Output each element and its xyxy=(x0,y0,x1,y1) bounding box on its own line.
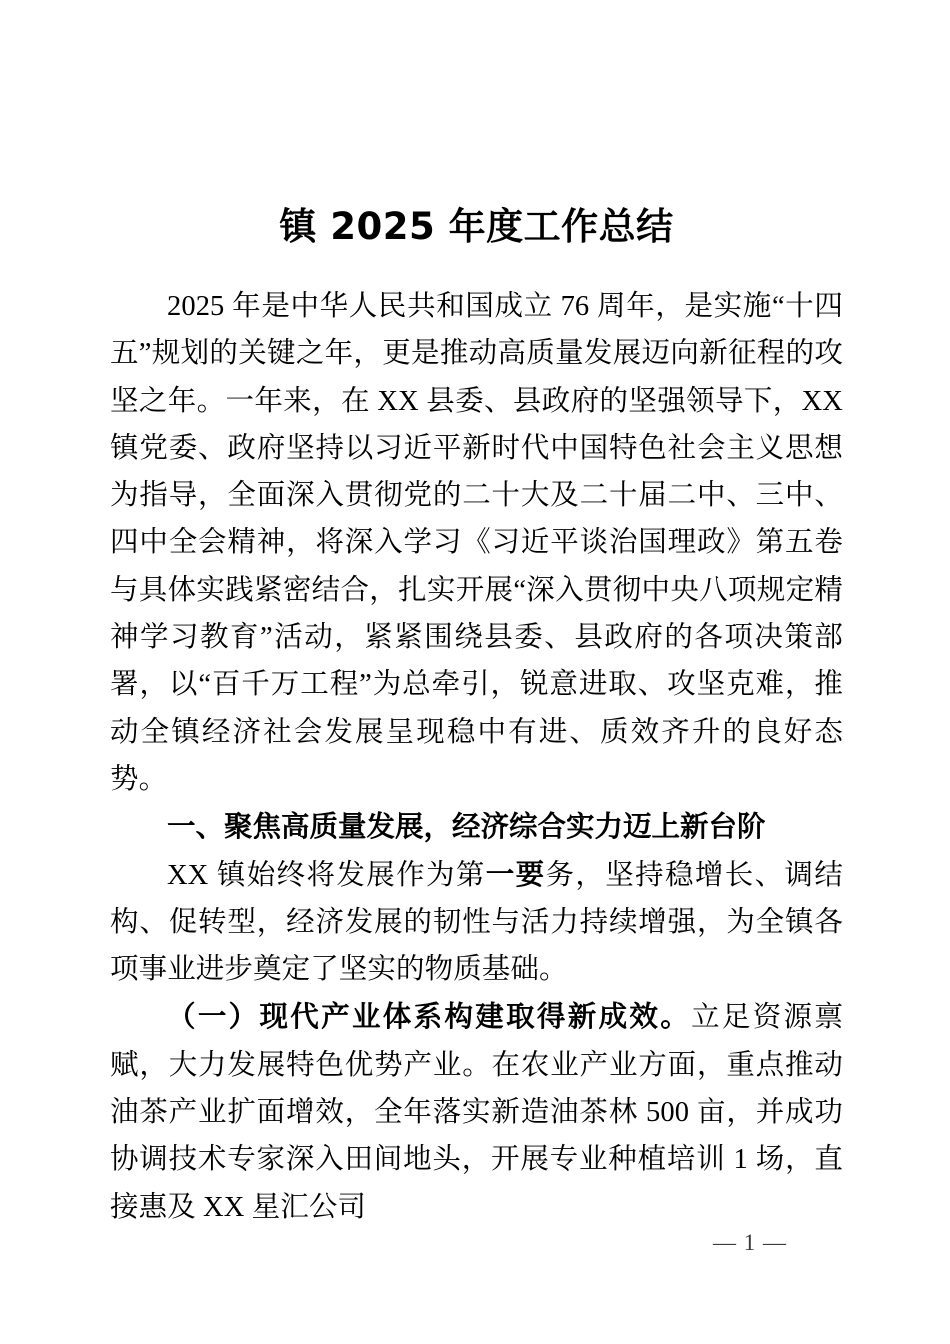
subsection-bold-lead: （一）现代产业体系构建取得新成效。 xyxy=(167,1000,692,1034)
page-title: 镇 2025 年度工作总结 xyxy=(279,204,674,248)
paragraph-intro: 2025 年是中华人民共和国成立 76 周年，是实施“十四五”规划的关键之年，更是推动高质量发展迈向新征程的攻坚之年。一年来，在 XX 县委、县政府的坚强领导下，XX 镇党委、政府坚持以习近平新时代中国特色社会主义思想为指导，全面深入贯彻党的二十大及二十届二中、三中、四中全会精神，将深入学习《习近平谈治国理政》第五卷与具体实践紧密结合，扎实开展“深入贯彻中央八项规定精神学习教育”活动，紧紧围绕县委、县政府的各项决策部署，以“百千万工程”为总牵引，锐意进取、攻坚克难，推动全镇经济社会发展呈现稳中有进、质效齐升的良好态势。 xyxy=(110,291,843,795)
paragraph-subsection-one xyxy=(110,993,843,1230)
paragraph-section-one-lead xyxy=(110,851,843,994)
lead-bold-emphasis: 一要 xyxy=(485,857,546,891)
document-body xyxy=(110,283,843,1231)
subsection-body-text: 立足资源禀赋，大力发展特色优势产业。在农业产业方面，重点推动油茶产业扩面增效，全年落实新造油茶林 500 亩，并成功协调技术专家深入田间地头，开展专业种植培训 1 场，直接惠及 XX 星汇公司 xyxy=(110,1002,843,1223)
lead-plain-text: XX 镇始终将发展作为第 xyxy=(167,859,486,891)
page-number-footer: — 1 — xyxy=(713,1230,787,1255)
section-heading-one: 一、聚焦高质量发展，经济综合实力迈上新台阶 xyxy=(167,810,766,844)
lead-tail-text: 务，坚持稳增长、调结构、促转型，经济发展的韧性与活力持续增强，为全镇各项事业进步奠定了坚实的物质基础。 xyxy=(110,859,843,986)
